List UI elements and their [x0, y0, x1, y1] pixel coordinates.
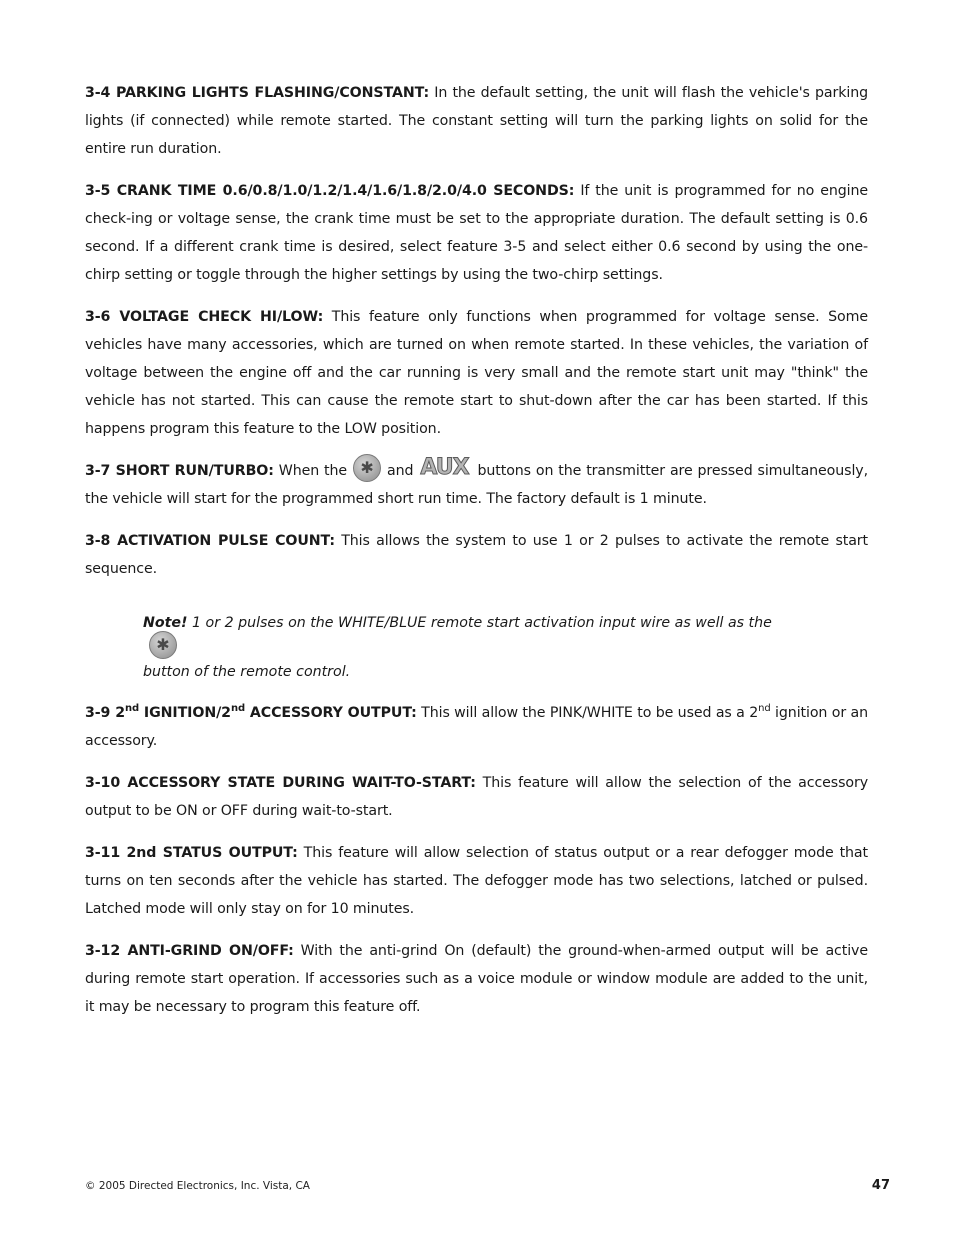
section-heading: [85, 705, 417, 721]
section-body: This feature will allow selection of status output or a rear defogger mode that turns on ten seconds after the vehicle has started. The defogger mode has two selections, latched or pulsed. Latched mode will only stay on for 10 minutes.: [85, 845, 868, 917]
section-body-part: When the: [273, 463, 348, 479]
section-heading: 3-12 ANTI-GRIND ON/OFF:: [85, 943, 294, 959]
section-body: This feature only functions when programmed for voltage sense. Some vehicles have many accessories, which are turned on when remote started. In these vehicles, the variation of voltage between the engine off and the car running is very small and the remote start unit may "think" the vehicle has not started. This can cause the remote start to shut-down after the car has been started. If this happens program this feature to the LOW position.: [85, 309, 868, 437]
page-number: 47: [871, 1178, 890, 1193]
heading-part: IGNITION/2: [139, 705, 231, 721]
section-body-part: and: [387, 463, 414, 479]
section-body: With the anti-grind On (default) the ground-when-armed output will be active during remote start operation. If accessories such as a voice module or window module are added to the unit, it may be necessary to program this feature off.: [85, 943, 868, 1015]
section-heading: 3-7 SHORT RUN/TURBO:: [85, 463, 274, 479]
footer-copyright: © 2005 Directed Electronics, Inc. Vista, CA: [85, 1180, 310, 1192]
section-body: This allows the system to use 1 or 2 pulses to activate the remote start sequence.: [85, 533, 868, 577]
section-body-part: buttons on the transmitter are pressed simultaneously, the vehicle will start for the programmed short run time. The factory default is 1 minute.: [85, 463, 868, 507]
aux-button-icon: AUX: [420, 455, 469, 480]
section-heading: 3-10 ACCESSORY STATE DURING WAIT-TO-START:: [85, 775, 476, 791]
section-heading: 3-8 ACTIVATION PULSE COUNT:: [85, 533, 335, 549]
section-body: If the unit is programmed for no engine check-ing or voltage sense, the crank time must be set to the appropriate duration. The default setting is 0.6 second. If a different crank time is desired, select feature 3-5 and select either 0.6 second by using the one-chirp setting or toggle through the higher settings by using the two-chirp settings.: [85, 183, 868, 283]
section-3-6: [85, 303, 868, 443]
section-3-10: [85, 769, 868, 825]
section-3-8: [85, 527, 868, 583]
asterisk-button-icon: [353, 454, 381, 482]
section-3-7: [85, 457, 868, 513]
asterisk-button-icon: [149, 631, 177, 659]
heading-part: ACCESSORY OUTPUT:: [245, 705, 417, 721]
note-heading: Note!: [143, 615, 188, 631]
section-3-5: [85, 177, 868, 289]
section-heading: 3-4 PARKING LIGHTS FLASHING/CONSTANT:: [85, 85, 430, 101]
note-text: button of the remote control.: [143, 664, 351, 680]
section-3-4: [85, 79, 868, 163]
section-body: This feature will allow the selection of the accessory output to be ON or OFF during wait-to-start.: [85, 775, 868, 819]
section-body: In the default setting, the unit will flash the vehicle's parking lights (if connected) while remote started. The constant setting will turn the parking lights on solid for the entire run duration.: [85, 85, 868, 157]
section-heading: 3-11 2nd STATUS OUTPUT:: [85, 845, 298, 861]
heading-part: 3-9 2: [85, 705, 125, 721]
section-3-9: [85, 699, 868, 755]
note-text: 1 or 2 pulses on the WHITE/BLUE remote start activation input wire as well as the: [187, 615, 772, 631]
section-heading: 3-6 VOLTAGE CHECK HI/LOW:: [85, 309, 324, 325]
section-body-part: This will allow the PINK/WHITE to be used as a 2: [416, 705, 759, 721]
section-heading: 3-5 CRANK TIME 0.6/0.8/1.0/1.2/1.4/1.6/1.8/2.0/4.0 SECONDS:: [85, 183, 575, 199]
superscript: nd: [124, 703, 140, 714]
page-content: [85, 79, 868, 1035]
superscript: nd: [230, 703, 246, 714]
section-3-12: [85, 937, 868, 1021]
note-block: [143, 613, 808, 683]
section-body-part: ignition or an accessory.: [85, 705, 868, 749]
superscript: nd: [758, 703, 771, 714]
section-3-11: [85, 839, 868, 923]
